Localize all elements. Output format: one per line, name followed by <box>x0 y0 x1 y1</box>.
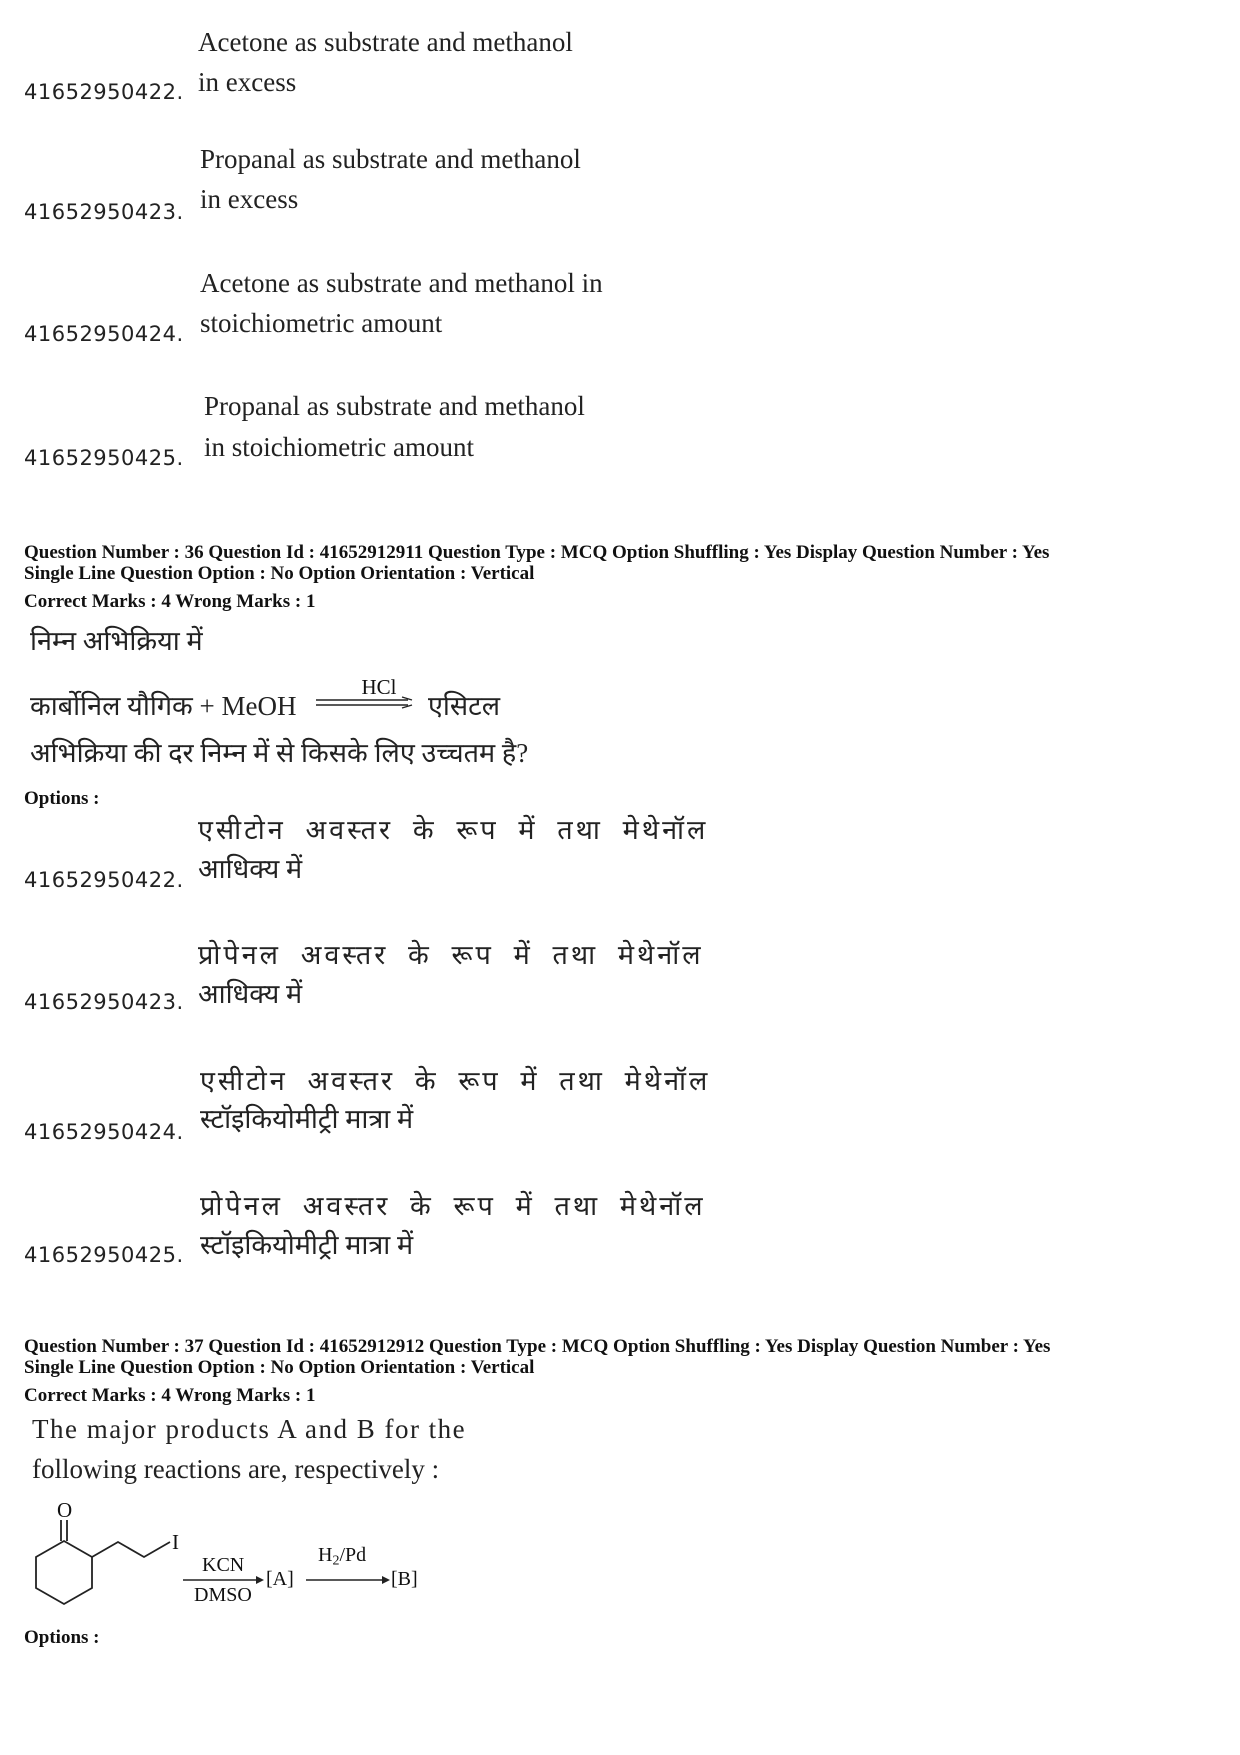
q36-option-id-423: 41652950423. <box>24 990 184 1014</box>
q36-option-text-423-line1: प्रोपेनल अवस्तर के रूप में तथा मेथेनॉल <box>198 940 704 970</box>
question-37-text-line2: following reactions are, respectively : <box>32 1454 440 1484</box>
q36-option-id-422: 41652950422. <box>24 868 184 892</box>
question-36-reaction-left: कार्बोनिल यौगिक + MeOH <box>30 691 297 721</box>
carbonyl-oxygen-label: O <box>57 1498 73 1522</box>
reagent-subscript: 2 <box>332 1553 340 1569</box>
q36-option-text-425-line2: स्टॉइकियोमीट्री मात्रा में <box>200 1230 414 1260</box>
q36-option-text-422-line1: एसीटोन अवस्तर के रूप में तथा मेथेनॉल <box>198 815 709 845</box>
question-37-text-line1: The major products A and B for the <box>32 1414 467 1444</box>
reagent-pd-text: /Pd <box>339 1544 367 1566</box>
question-36-meta-line2: Single Line Question Option : No Option Orientation : Vertical <box>24 563 535 584</box>
option-text-425-line1: Propanal as substrate and methanol <box>204 391 585 421</box>
option-text-424-line1: Acetone as substrate and methanol in <box>200 268 603 298</box>
option-text-422-line1: Acetone as substrate and methanol <box>198 27 573 57</box>
option-text-423-line1: Propanal as substrate and methanol <box>200 144 581 174</box>
question-37-meta-line1: Question Number : 37 Question Id : 41652912912 Question Type : MCQ Option Shuffling : Yes Display Question Number : Yes <box>24 1336 1051 1357</box>
question-36-marks: Correct Marks : 4 Wrong Marks : 1 <box>24 591 316 612</box>
reagent-dmso-label: DMSO <box>194 1584 252 1606</box>
q36-option-text-422-line2: आधिक्य में <box>198 854 303 884</box>
question-37-marks: Correct Marks : 4 Wrong Marks : 1 <box>24 1385 316 1406</box>
q36-option-id-424: 41652950424. <box>24 1120 184 1144</box>
q36-option-text-424-line1: एसीटोन अवस्तर के रूप में तथा मेथेनॉल <box>200 1066 711 1096</box>
option-id-423: 41652950423. <box>24 200 184 224</box>
q36-option-text-425-line1: प्रोपेनल अवस्तर के रूप में तथा मेथेनॉल <box>200 1191 706 1221</box>
question-36-text-line3: अभिक्रिया की दर निम्न में से किसके लिए उच्चतम है? <box>30 738 529 768</box>
reagent-h-text: H <box>318 1544 333 1566</box>
reagent-kcn-label: KCN <box>202 1554 245 1576</box>
q36-option-id-425: 41652950425. <box>24 1243 184 1267</box>
question-36-options-label: Options : <box>24 788 100 809</box>
option-id-425: 41652950425. <box>24 446 184 470</box>
option-text-425-line2: in stoichiometric amount <box>204 432 474 462</box>
option-id-422: 41652950422. <box>24 80 184 104</box>
question-36-meta-line1: Question Number : 36 Question Id : 41652912911 Question Type : MCQ Option Shuffling : Yes Display Question Number : Yes <box>24 542 1050 563</box>
product-a-label: [A] <box>266 1568 294 1590</box>
q36-option-text-424-line2: स्टॉइकियोमीट्री मात्रा में <box>200 1104 414 1134</box>
question-37-meta-line2: Single Line Question Option : No Option Orientation : Vertical <box>24 1357 535 1378</box>
question-37-options-label: Options : <box>24 1627 100 1648</box>
iodine-label: I <box>172 1530 179 1554</box>
product-b-label: [B] <box>391 1568 418 1590</box>
q36-option-text-423-line2: आधिक्य में <box>198 979 303 1009</box>
option-text-424-line2: stoichiometric amount <box>200 308 443 338</box>
question-36-reaction-arrow <box>316 696 416 710</box>
option-id-424: 41652950424. <box>24 322 184 346</box>
question-36-reaction-catalyst: HCl <box>361 675 397 699</box>
question-36-text-line1: निम्न अभिक्रिया में <box>30 626 203 656</box>
option-text-422-line2: in excess <box>198 67 297 97</box>
option-text-423-line2: in excess <box>200 184 299 214</box>
reaction-scheme <box>30 1500 450 1610</box>
reagent-h2-pd-label <box>318 1544 366 1570</box>
question-36-reaction-right: एसिटल <box>428 691 501 721</box>
